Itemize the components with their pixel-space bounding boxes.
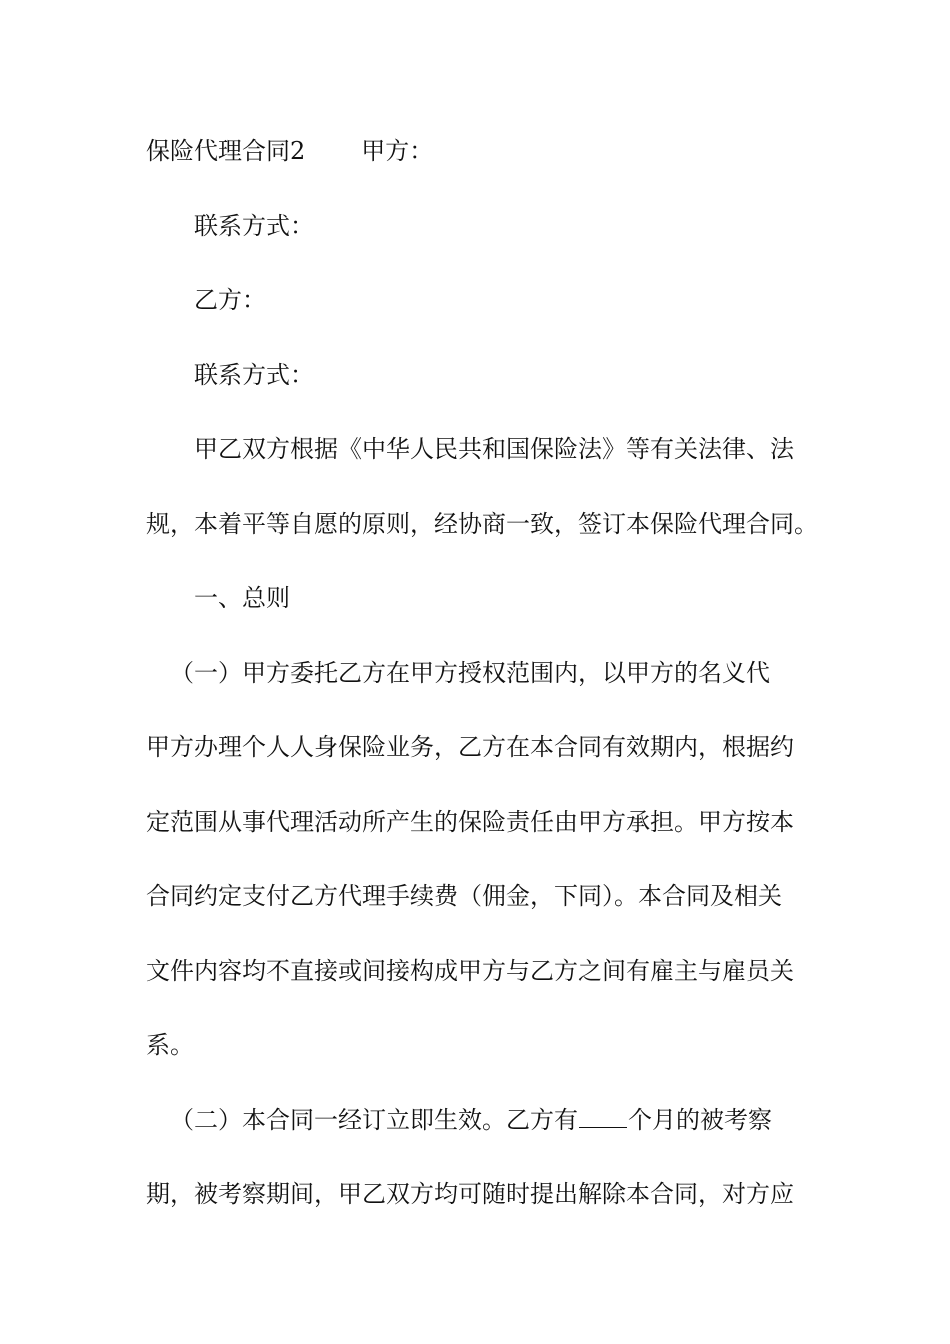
title-line	[146, 136, 433, 166]
clause2-line-1	[170, 1105, 772, 1135]
months-blank-field[interactable]	[579, 1105, 627, 1128]
document-title: 保险代理合同2	[146, 137, 306, 165]
section-heading-general: 一、总则	[194, 584, 290, 612]
clause1-line-3: 定范围从事代理活动所产生的保险责任由甲方承担。甲方按本	[146, 808, 794, 836]
clause2-line-2: 期，被考察期间，甲乙双方均可随时提出解除本合同，对方应	[146, 1180, 794, 1208]
clause1-line-6: 系。	[146, 1031, 194, 1059]
clause1-line-5: 文件内容均不直接或间接构成甲方与乙方之间有雇主与雇员关	[146, 957, 794, 985]
intro-line-2: 规，本着平等自愿的原则，经协商一致，签订本保险代理合同。	[146, 510, 818, 538]
party-a-contact: 联系方式：	[194, 212, 314, 240]
clause1-line-2: 甲方办理个人人身保险业务，乙方在本合同有效期内，根据约	[146, 733, 794, 761]
party-a-label: 甲方：	[361, 137, 434, 165]
party-b-contact: 联系方式：	[194, 361, 314, 389]
clause1-line-1: （一）甲方委托乙方在甲方授权范围内，以甲方的名义代	[170, 659, 770, 687]
clause2-text-after-blank: 个月的被考察	[628, 1106, 772, 1134]
clause2-text-before-blank: （二）本合同一经订立即生效。乙方有	[170, 1106, 578, 1134]
clause1-line-4: 合同约定支付乙方代理手续费（佣金，下同）。本合同及相关	[146, 882, 782, 910]
intro-line-1: 甲乙双方根据《中华人民共和国保险法》等有关法律、法	[194, 435, 794, 463]
party-b-label: 乙方：	[194, 286, 266, 314]
